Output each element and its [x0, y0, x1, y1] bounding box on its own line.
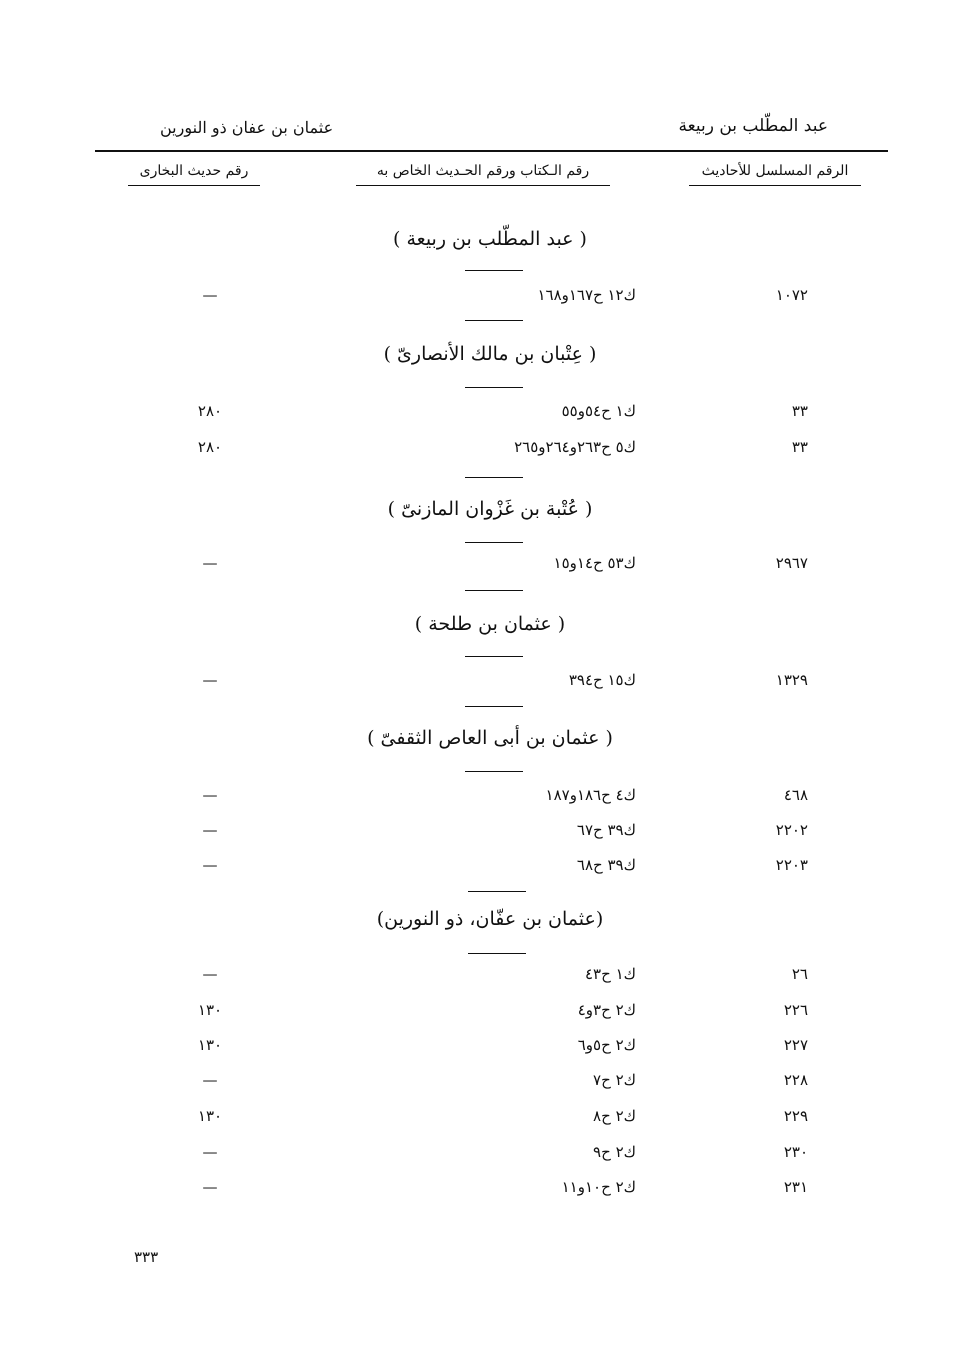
- section-separator: [465, 270, 523, 271]
- section-title: ( عُتْبة بن غَزْوان المازنىّ ): [387, 498, 593, 520]
- table-row: [0, 1071, 956, 1099]
- section-title: ( عِتْبان بن مالك الأنصارىّ ): [383, 343, 597, 365]
- table-row: [0, 438, 956, 466]
- section-separator: [465, 477, 523, 478]
- bukhari-number: —: [202, 671, 218, 689]
- serial-number: ٢٩٦٧: [775, 554, 808, 572]
- table-row: [0, 286, 956, 314]
- bukhari-number: —: [202, 821, 218, 839]
- book-hadith-ref: ك٢ ح٨: [593, 1107, 636, 1125]
- section-separator: [465, 656, 523, 657]
- table-row: [0, 1001, 956, 1029]
- serial-number: ٢٣١: [783, 1178, 808, 1196]
- book-hadith-ref: ك١ ح٤٣: [584, 965, 636, 983]
- table-row: [0, 786, 956, 814]
- book-hadith-ref: ك١ ح٥٤و٥٥: [561, 402, 636, 420]
- serial-number: ٢٢٠٣: [775, 856, 808, 874]
- section-separator: [465, 590, 523, 591]
- section-separator: [468, 953, 526, 954]
- bukhari-number: ١٣٠: [197, 1107, 223, 1125]
- table-row: [0, 1178, 956, 1206]
- bukhari-number: ١٣٠: [197, 1036, 223, 1054]
- table-row: [0, 1143, 956, 1171]
- column-header-book-ref: رقم الـكتاب ورقم الحـديث الخاص به: [356, 163, 610, 186]
- table-row: [0, 965, 956, 993]
- bukhari-number: ٢٨٠: [197, 438, 223, 456]
- book-hadith-ref: ك٥ ح٢٦٣و٢٦٤و٢٦٥: [514, 438, 636, 456]
- bukhari-number: —: [202, 965, 218, 983]
- book-hadith-ref: ك٣٩ ح٦٧: [576, 821, 636, 839]
- serial-number: ٢٢٨: [783, 1071, 808, 1089]
- table-row: [0, 402, 956, 430]
- running-header-right: عبد المطّلب بن ربيعة: [678, 116, 828, 136]
- serial-number: ٢٢٦: [783, 1001, 808, 1019]
- bukhari-number: —: [202, 786, 218, 804]
- bukhari-number: —: [202, 1071, 218, 1089]
- section-title: (عثمان بن عفّان، ذو النورين): [376, 908, 604, 930]
- serial-number: ٢٣٠: [783, 1143, 808, 1161]
- section-title: ( عثمان بن أبى العاص الثقفىّ ): [367, 727, 613, 749]
- serial-number: ٢٦: [791, 965, 808, 983]
- page-number: ٣٣٣: [134, 1248, 159, 1266]
- table-row: [0, 554, 956, 582]
- serial-number: ٢٢٠٢: [775, 821, 808, 839]
- section-separator: [465, 387, 523, 388]
- column-header-serial: الرقم المسلسل للأحاديث: [689, 163, 861, 186]
- serial-number: ٣٣: [791, 402, 808, 420]
- table-row: [0, 821, 956, 849]
- serial-number: ٢٢٩: [783, 1107, 808, 1125]
- serial-number: ٤٦٨: [783, 786, 808, 804]
- bukhari-number: —: [202, 554, 218, 572]
- column-header-bukhari: رقم حديث البخارى: [128, 163, 260, 186]
- book-hadith-ref: ك٣٩ ح٦٨: [576, 856, 636, 874]
- table-row: [0, 1107, 956, 1135]
- bukhari-number: ١٣٠: [197, 1001, 223, 1019]
- book-hadith-ref: ك١٥ ح٣٩٤: [568, 671, 636, 689]
- serial-number: ٣٣: [791, 438, 808, 456]
- section-separator: [465, 771, 523, 772]
- bukhari-number: —: [202, 1178, 218, 1196]
- section-separator: [465, 542, 523, 543]
- serial-number: ١٣٢٩: [775, 671, 808, 689]
- book-hadith-ref: ك٢ ح١٠و١١: [561, 1178, 636, 1196]
- book-hadith-ref: ك٢ ح٣و٤: [577, 1001, 636, 1019]
- book-hadith-ref: ك١٢ ح١٦٧و١٦٨: [537, 286, 636, 304]
- bukhari-number: —: [202, 856, 218, 874]
- book-hadith-ref: ك٢ ح٧: [593, 1071, 636, 1089]
- bukhari-number: ٢٨٠: [197, 402, 223, 420]
- header-rule: [95, 150, 888, 152]
- book-hadith-ref: ك٤ ح١٨٦و١٨٧: [545, 786, 636, 804]
- section-separator: [465, 320, 523, 321]
- book-hadith-ref: ك٢ ح٩: [593, 1143, 636, 1161]
- serial-number: ٢٢٧: [783, 1036, 808, 1054]
- running-header-left: عثمان بن عفان ذو النورين: [160, 118, 334, 137]
- table-row: [0, 856, 956, 884]
- book-hadith-ref: ك٥٣ ح١٤و١٥: [553, 554, 636, 572]
- table-row: [0, 671, 956, 699]
- bukhari-number: —: [202, 1143, 218, 1161]
- section-title: ( عثمان بن طلحة ): [414, 613, 566, 635]
- table-row: [0, 1036, 956, 1064]
- section-separator: [465, 706, 523, 707]
- bukhari-number: —: [202, 286, 218, 304]
- serial-number: ١٠٧٢: [775, 286, 808, 304]
- book-hadith-ref: ك٢ ح٥و٦: [577, 1036, 636, 1054]
- section-separator: [468, 891, 526, 892]
- section-title: ( عبد المطّلب بن ربيعة ): [393, 228, 587, 250]
